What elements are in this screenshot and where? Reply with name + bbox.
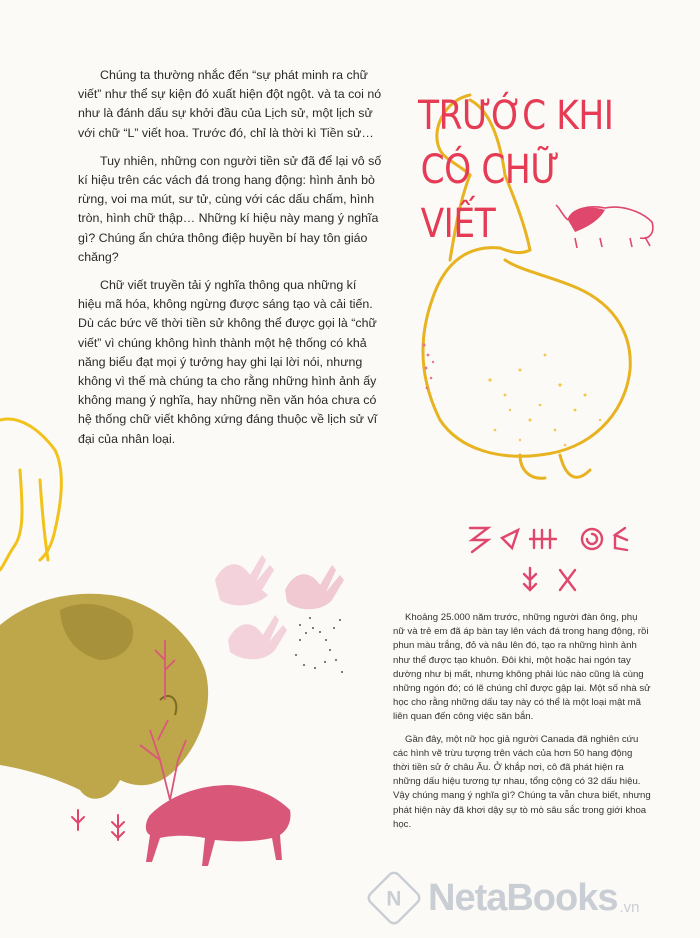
tree-symbols	[72, 810, 124, 840]
hand-stencil-dotted	[295, 617, 343, 673]
ibex-speckles	[488, 354, 601, 447]
netabooks-logo-icon: N	[365, 869, 424, 928]
title-line-2: CÓ CHỮ VIẾT	[420, 146, 560, 247]
sidebar-paragraph: Gần đây, một nữ học giả người Canada đã nghiên cứu các hình vẽ trừu tượng trên vách của hơn 50 hang động thời tiền sử ở châu Âu. Ở khắp nơi, cô đã phát hiện ra những dấu hiệu tương tự nhau, tổng cộng có 32 dấu hiệu. Vậy chúng mang ý nghĩa gì? Chúng ta vẫn chưa biết, nhưng phát hiện này đã khơi dậy sự tò mò sâu sắc trong giới khoa học.	[393, 733, 651, 830]
page-title	[418, 89, 642, 251]
cave-symbols	[470, 528, 627, 590]
main-paragraph: Tuy nhiên, những con người tiền sử đã để lại vô số kí hiệu trên các vách đá trong hang động: hình ảnh bò rừng, voi ma mút, sư tử, cùng với các dấu chấm, hình tròn, hình chữ thập… Những kí hiệu này mang ý nghĩa gì? Chúng ẩn chứa thông điệp huyền bí hay tôn giáo chăng?	[78, 153, 382, 264]
main-paragraph: Chữ viết truyền tải ý nghĩa thông qua những kí hiệu mã hóa, không ngừng được sáng tạo và cải tiến. Dù các bức vẽ thời tiền sử không thể được gọi là “chữ viết” vì chúng không hình thành một hệ thống có khả năng biểu đạt mọi ý tưởng hay ghi lại lời nói, nhưng không vì thế mà chúng ta cho rằng những hình ảnh ấy không mang ý nghĩa, hay những nền văn hóa chưa có hệ thống chữ viết không xứng đáng thuộc về lịch sử vĩ đại của nhân loại.	[78, 278, 378, 446]
sidebar-paragraph: Khoảng 25.000 năm trước, những người đàn ông, phụ nữ và trẻ em đã áp bàn tay lên vách đá trong hang động, rồi phun màu trắng, đỏ và nâu lên đó, tạo ra những hình ảnh như thể được tạo khuôn. Đôi khi, một hoặc hai ngón tay dường như bị mất, nhưng không phải lúc nào cũng là cùng những ngón đó; có lẽ chúng chỉ được gập lại. Một số nhà sử học cho rằng những dấu tay này có thể là một loại mật mã liên quan đến công việc săn bắn.	[393, 612, 651, 723]
main-body-text	[78, 66, 383, 458]
watermark-domain: .vn	[619, 899, 640, 916]
title-line-1: TRƯỚC KHI	[418, 92, 614, 139]
sidebar-text	[393, 611, 651, 840]
netabooks-watermark	[368, 868, 698, 928]
main-paragraph: Chúng ta thường nhắc đến “sự phát minh ra chữ viết” như thể sự kiện đó xuất hiện đột ngột. và ta coi nó như là đánh dấu sự khởi đầu của Lịch sử, một lịch sử với chữ “L” viết hoa. Trước đó, chỉ là thời kì Tiền sử…	[78, 68, 382, 140]
horse-outline	[0, 419, 61, 570]
hand-stencils	[215, 555, 344, 659]
watermark-name: NetaBooks	[428, 876, 618, 919]
